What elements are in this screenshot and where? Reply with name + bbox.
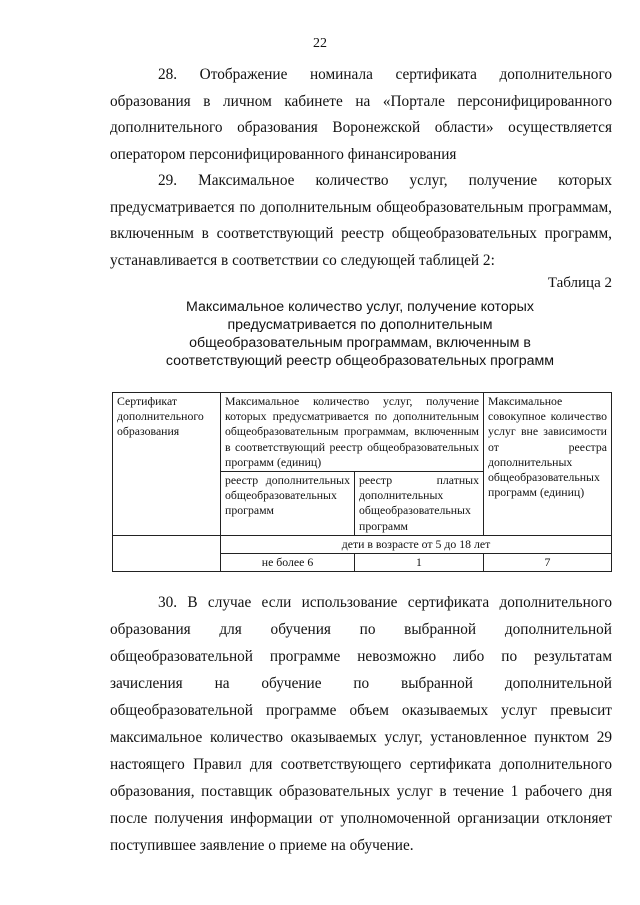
table-label: Таблица 2 [547, 275, 612, 291]
paragraph-28: 28. Отображение номинала сертификата дополнительного образования в личном кабинете на «Портале персонифицированного дополнительного образования Воронежской области» осуществляется оператором персонифицированного финансирования [110, 66, 612, 163]
paragraph-29: 29. Максимальное количество услуг, получение которых предусматривается по дополнительным общеобразовательным программам, включенным в соответствующий реестр общеобразовательных программ, устанавливается в соответствии со следующей таблицей 2: [110, 172, 612, 269]
table-caption: Максимальное количество услуг, получение которых предусматривается по дополнительным общеобразовательным программам, включенным в соответствующий реестр общеобразовательных программ [165, 299, 555, 369]
value-paid: 1 [355, 554, 484, 572]
table-header-row [113, 393, 612, 472]
table-age-row [113, 535, 612, 553]
certificate-empty-cell [113, 535, 221, 571]
value-total: 7 [484, 554, 612, 572]
header-max-services: Максимальное количество услуг, получение которых предусматривается по дополнительным общеобразовательным программам, включенным в соответствующий реестр общеобразовательных программ (единиц) [221, 393, 484, 472]
page-number: 22 [313, 36, 327, 51]
subheader-paid-registry: реестр платных дополнительных общеобразовательных программ [355, 472, 484, 536]
paragraph-30: 30. В случае если использование сертификата дополнительного образования для обучения по выбранной дополнительной общеобразовательной программе невозможно либо по результатам зачисления на обучение по выбранной дополнительной общеобразовательной программе объем оказываемых услуг превысит максимальное количество оказываемых услуг, установленное пунктом 29 настоящего Правил для соответствующего сертификата дополнительного образования, поставщик образовательных услуг в течение 1 рабочего дня после получения информации от уполномоченной организации отклоняет поступившее заявление о приеме на обучение. [110, 594, 612, 854]
services-table [112, 392, 612, 572]
header-total-services: Максимальное совокупное количество услуг вне зависимости от реестра дополнительных общеобразовательных программ (единиц) [484, 393, 612, 536]
value-additional: не более 6 [221, 554, 355, 572]
header-certificate: Сертификат дополнительного образования [113, 393, 221, 536]
age-group-cell: дети в возрасте от 5 до 18 лет [221, 535, 612, 553]
subheader-additional-registry: реестр дополнительных общеобразовательных программ [221, 472, 355, 536]
